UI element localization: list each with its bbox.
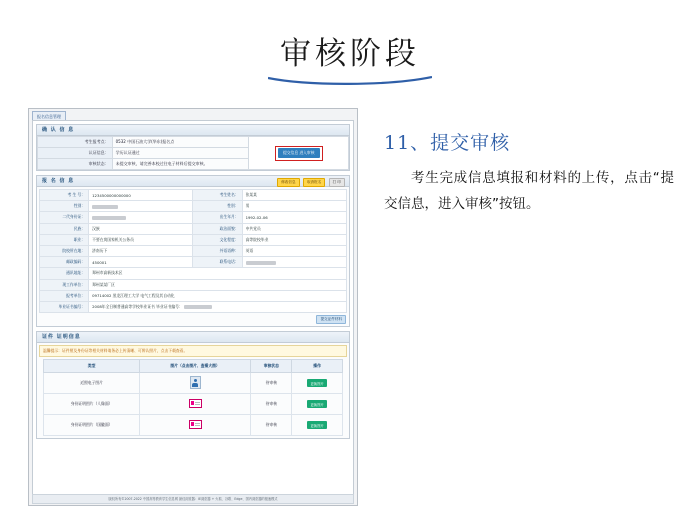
row-value [89,301,347,312]
row-label: 邮政编码： [40,257,89,268]
certificate-panel-title: 证件 证明信息 [42,334,81,341]
row-label: 通讯地址： [40,268,89,279]
table-row [40,290,347,301]
page-title: 审核阶段 [280,36,420,72]
row-value: 1992-02-06 [242,212,346,223]
row-value: 1234500000000000 [89,190,193,201]
id-card-front-icon[interactable] [189,399,202,408]
masked-value [92,205,118,209]
table-row [40,223,347,234]
row-value: 英语 [242,245,346,256]
row-label: 出生年月： [193,212,242,223]
row-value: 济南历下 [89,245,193,256]
replace-image-button[interactable]: 更换图片 [307,421,327,429]
id-card-back-icon[interactable] [189,420,202,429]
row-value: 郑州某某厂区 [89,279,347,290]
column-header-action: 操作 [292,360,342,373]
row-label: 院校所在地： [40,245,89,256]
row-type: 身份证明图片（国徽面） [44,415,140,436]
replace-image-button[interactable]: 更换图片 [307,379,327,387]
browser-tab[interactable]: 报名信息管理 [32,111,66,121]
row-value: 未提交审核，请完善本校过往电子材料后提交审核。 [112,159,249,170]
masked-value [92,216,126,220]
registration-panel-actions [275,178,345,187]
masked-value [184,305,212,309]
row-type: 身份证明图片（人像面） [44,394,140,415]
submit-review-button[interactable]: 提交信息 进入审核 [278,148,320,158]
certificate-info-panel [36,331,350,439]
embedded-screenshot [28,108,358,506]
section-body-text: 考生完成信息填报和材料的上传，点击“提交信息，进入审核”按钮。 [384,170,674,212]
row-status: 待审核 [251,373,292,394]
table-header-row [44,360,343,373]
certificate-tip: 温馨提示：证件照及身份证等相关材料请务必上传清晰、可辨认照片，点击下载查看。 [39,345,347,357]
table-row [40,212,347,223]
registration-table [39,189,347,313]
table-row [40,301,347,312]
row-label: 考生姓名： [193,190,242,201]
row-label: 现工作单位： [40,279,89,290]
row-label: 性别： [40,201,89,212]
row-status: 待审核 [251,415,292,436]
row-value: 中共党员 [242,223,346,234]
table-row [44,415,343,436]
row-value: 张某某 [242,190,346,201]
certificate-table [43,359,343,436]
screenshot-content [32,120,354,495]
upload-certificate-button[interactable]: 提交证件材料 [316,315,346,324]
column-header-type: 类型 [44,360,140,373]
row-action [292,394,342,415]
table-row [40,234,347,245]
confirm-panel-title: 确 认 信 息 [42,127,75,133]
table-row [38,137,349,148]
row-value [89,201,193,212]
registration-info-panel [36,175,350,327]
row-image[interactable] [139,394,250,415]
row-action [292,415,342,436]
row-label: 考 生 号： [40,190,89,201]
registration-footer-actions [39,313,347,324]
row-image[interactable] [139,373,250,394]
row-value: 09714002 黑龙江理工大学 电气工程及其自动化 [89,290,347,301]
submit-cell [249,137,349,170]
table-row [40,201,347,212]
table-row [40,279,347,290]
row-value-text: 2008年全日制普通高等学校毕业证书 毕业证书编号： [92,303,183,309]
table-row [44,394,343,415]
row-label: 民族： [40,223,89,234]
confirm-info-table [37,136,349,170]
row-value: 男 [242,201,346,212]
portrait-photo-icon[interactable] [190,376,201,389]
print-button[interactable]: 打 印 [329,178,345,187]
table-row [40,268,347,279]
row-value [89,212,193,223]
row-status: 待审核 [251,394,292,415]
row-value: 学历认证通过 [112,148,249,159]
row-label: 联系电话： [193,257,242,268]
masked-value [246,261,276,265]
registration-panel-header [37,176,349,187]
row-value: 高等院校毕业 [242,234,346,245]
submit-highlight-box [275,146,323,161]
confirm-panel-header [37,125,349,136]
row-label: 职业： [40,234,89,245]
registration-form [37,187,349,326]
row-label: 毕业证书编号： [40,301,89,312]
row-label: 文化程度： [193,234,242,245]
row-label: 报考单位： [40,290,89,301]
row-value: 450001 [89,257,193,268]
column-header-status: 审核状态 [251,360,292,373]
registration-panel-title: 报 名 信 息 [42,178,75,184]
row-value: 汉族 [89,223,193,234]
row-label: 考生报考点： [38,137,113,148]
row-image[interactable] [139,415,250,436]
row-action [292,373,342,394]
site-footer: 版权所有©2007-2022 中国高等教育学生信息网 最佳浏览器：IE浏览器 + 火狐、谷歌、Edge、国内浏览器的极速模式 [32,494,354,504]
row-label: 审核状态： [38,159,113,170]
column-header-image: 图片（点击图片、查看大图） [139,360,250,373]
row-label: 认证信息： [38,148,113,159]
certificate-panel-header [37,332,349,343]
row-label: 政治面貌： [193,223,242,234]
row-value: 0532 中国石油大学(华东)报名点 [112,137,249,148]
replace-image-button[interactable]: 更换图片 [307,400,327,408]
table-row [44,373,343,394]
row-type: 近照电子图片 [44,373,140,394]
table-row [40,190,347,201]
table-row [40,245,347,256]
cancel-registration-button[interactable]: 取消报名 [303,178,325,187]
row-value [242,257,346,268]
section-heading: 11、提交审核 [384,132,511,154]
table-row [40,257,347,268]
row-value: 郑州市高新技术区 [89,268,347,279]
title-underline-decoration [268,76,432,86]
row-value: 不要在岗国家机关公务员 [89,234,193,245]
confirm-info-panel [36,124,350,171]
row-label: 外语语种： [193,245,242,256]
row-label: 性别： [193,201,242,212]
row-label: 二代身份证： [40,212,89,223]
modify-info-button[interactable]: 修改信息 [277,178,299,187]
